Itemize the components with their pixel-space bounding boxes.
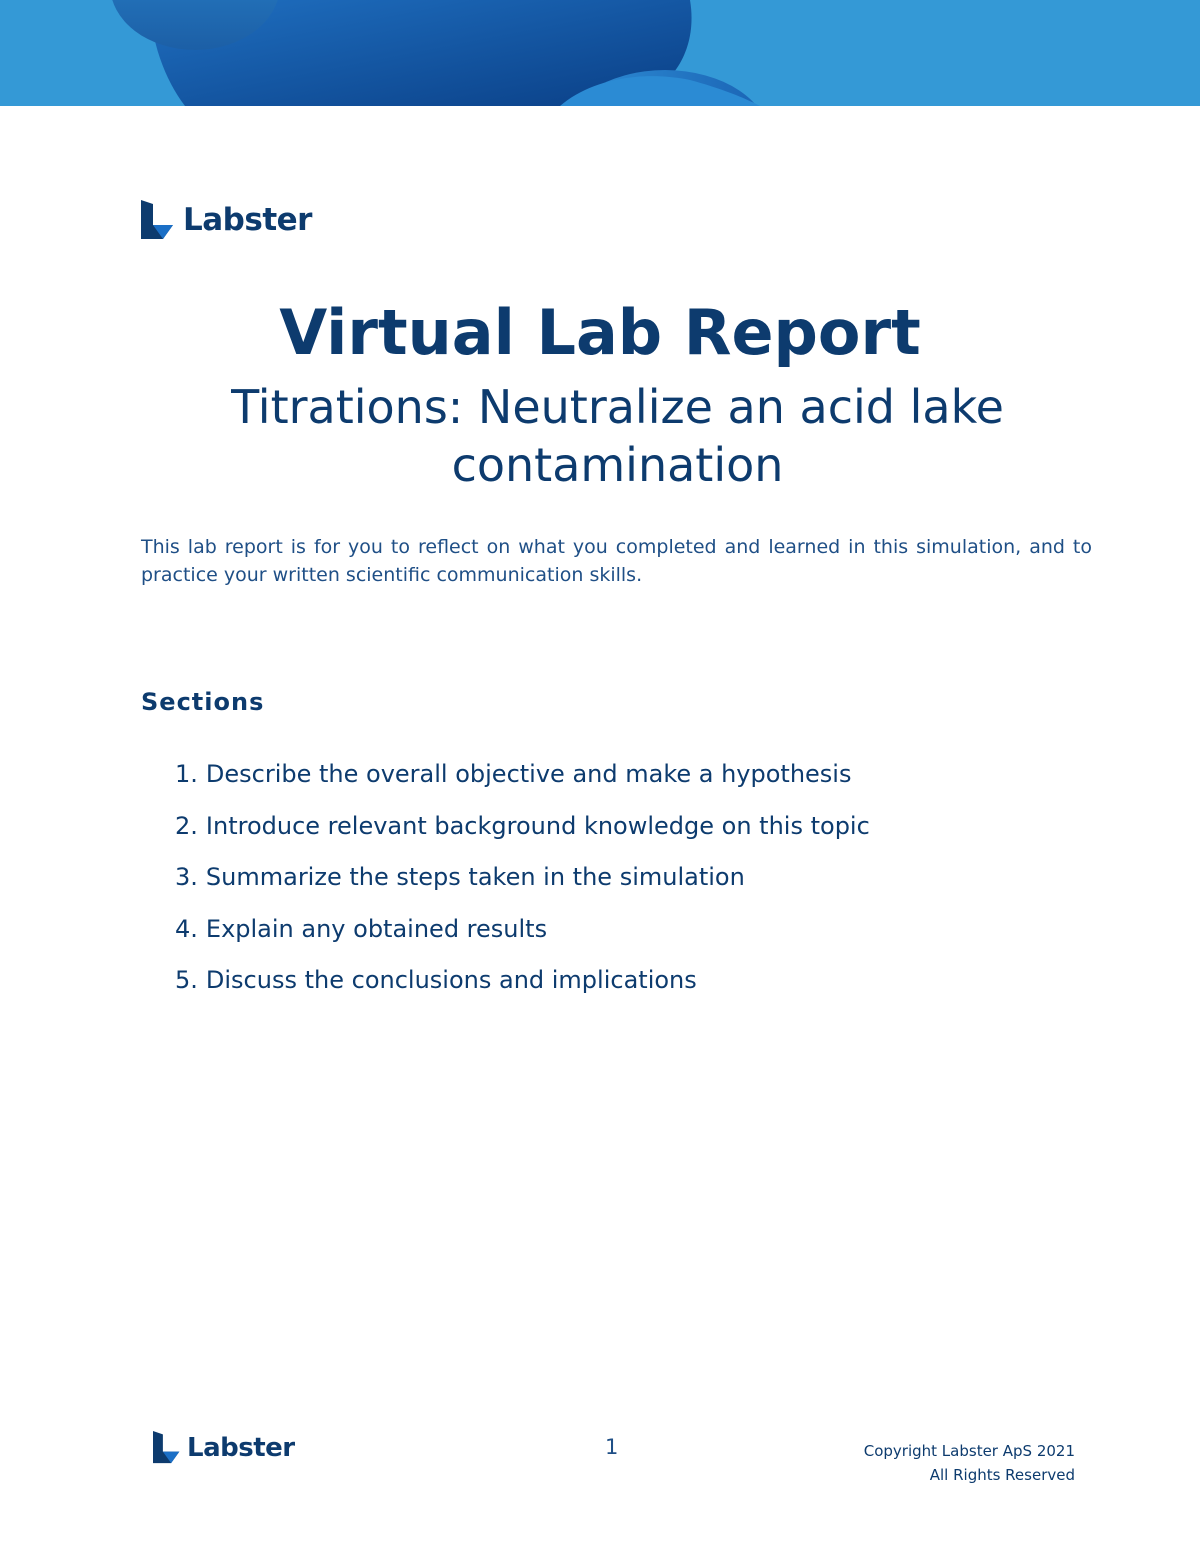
list-item-number: 2. — [175, 811, 198, 840]
list-item-number: 3. — [175, 863, 198, 891]
sections-list — [175, 757, 870, 1015]
list-item-number: 1. — [175, 760, 198, 788]
list-item — [175, 757, 870, 809]
page-title: Virtual Lab Report — [279, 296, 921, 369]
rights-line: All Rights Reserved — [929, 1466, 1075, 1484]
intro-paragraph: This lab report is for you to reflect on what you completed and learned in this simulation, and to practice your written scientific communication skills. — [141, 536, 1092, 586]
footer-logo-wordmark: Labster — [187, 1432, 295, 1463]
list-item-text: Explain any obtained results — [205, 914, 548, 943]
list-item — [175, 963, 870, 1015]
list-item — [175, 912, 870, 964]
list-item-text: Summarize the steps taken in the simulation — [205, 863, 745, 891]
footer-logo — [153, 1431, 295, 1464]
list-item-text: Describe the overall objective and make a hypothesis — [205, 760, 852, 788]
list-item-text: Discuss the conclusions and implications — [205, 966, 697, 994]
labster-logo-mark-icon — [141, 200, 175, 240]
logo-wordmark: Labster — [183, 202, 312, 238]
list-item-text: Introduce relevant background knowledge on this topic — [205, 811, 870, 840]
labster-logo — [141, 200, 312, 240]
header-banner — [0, 0, 1200, 106]
list-item — [175, 809, 870, 861]
sections-heading: Sections — [141, 688, 265, 716]
page-subtitle: Titrations: Neutralize an acid lake contamination — [231, 380, 1004, 492]
copyright-notice — [864, 1439, 1075, 1487]
page-number: 1 — [605, 1435, 619, 1459]
copyright-line: Copyright Labster ApS 2021 — [863, 1442, 1075, 1460]
list-item — [175, 860, 870, 912]
banner-decoration — [0, 0, 1200, 106]
labster-logo-mark-icon — [153, 1431, 181, 1464]
list-item-number: 4. — [175, 914, 198, 943]
list-item-number: 5. — [175, 966, 198, 994]
